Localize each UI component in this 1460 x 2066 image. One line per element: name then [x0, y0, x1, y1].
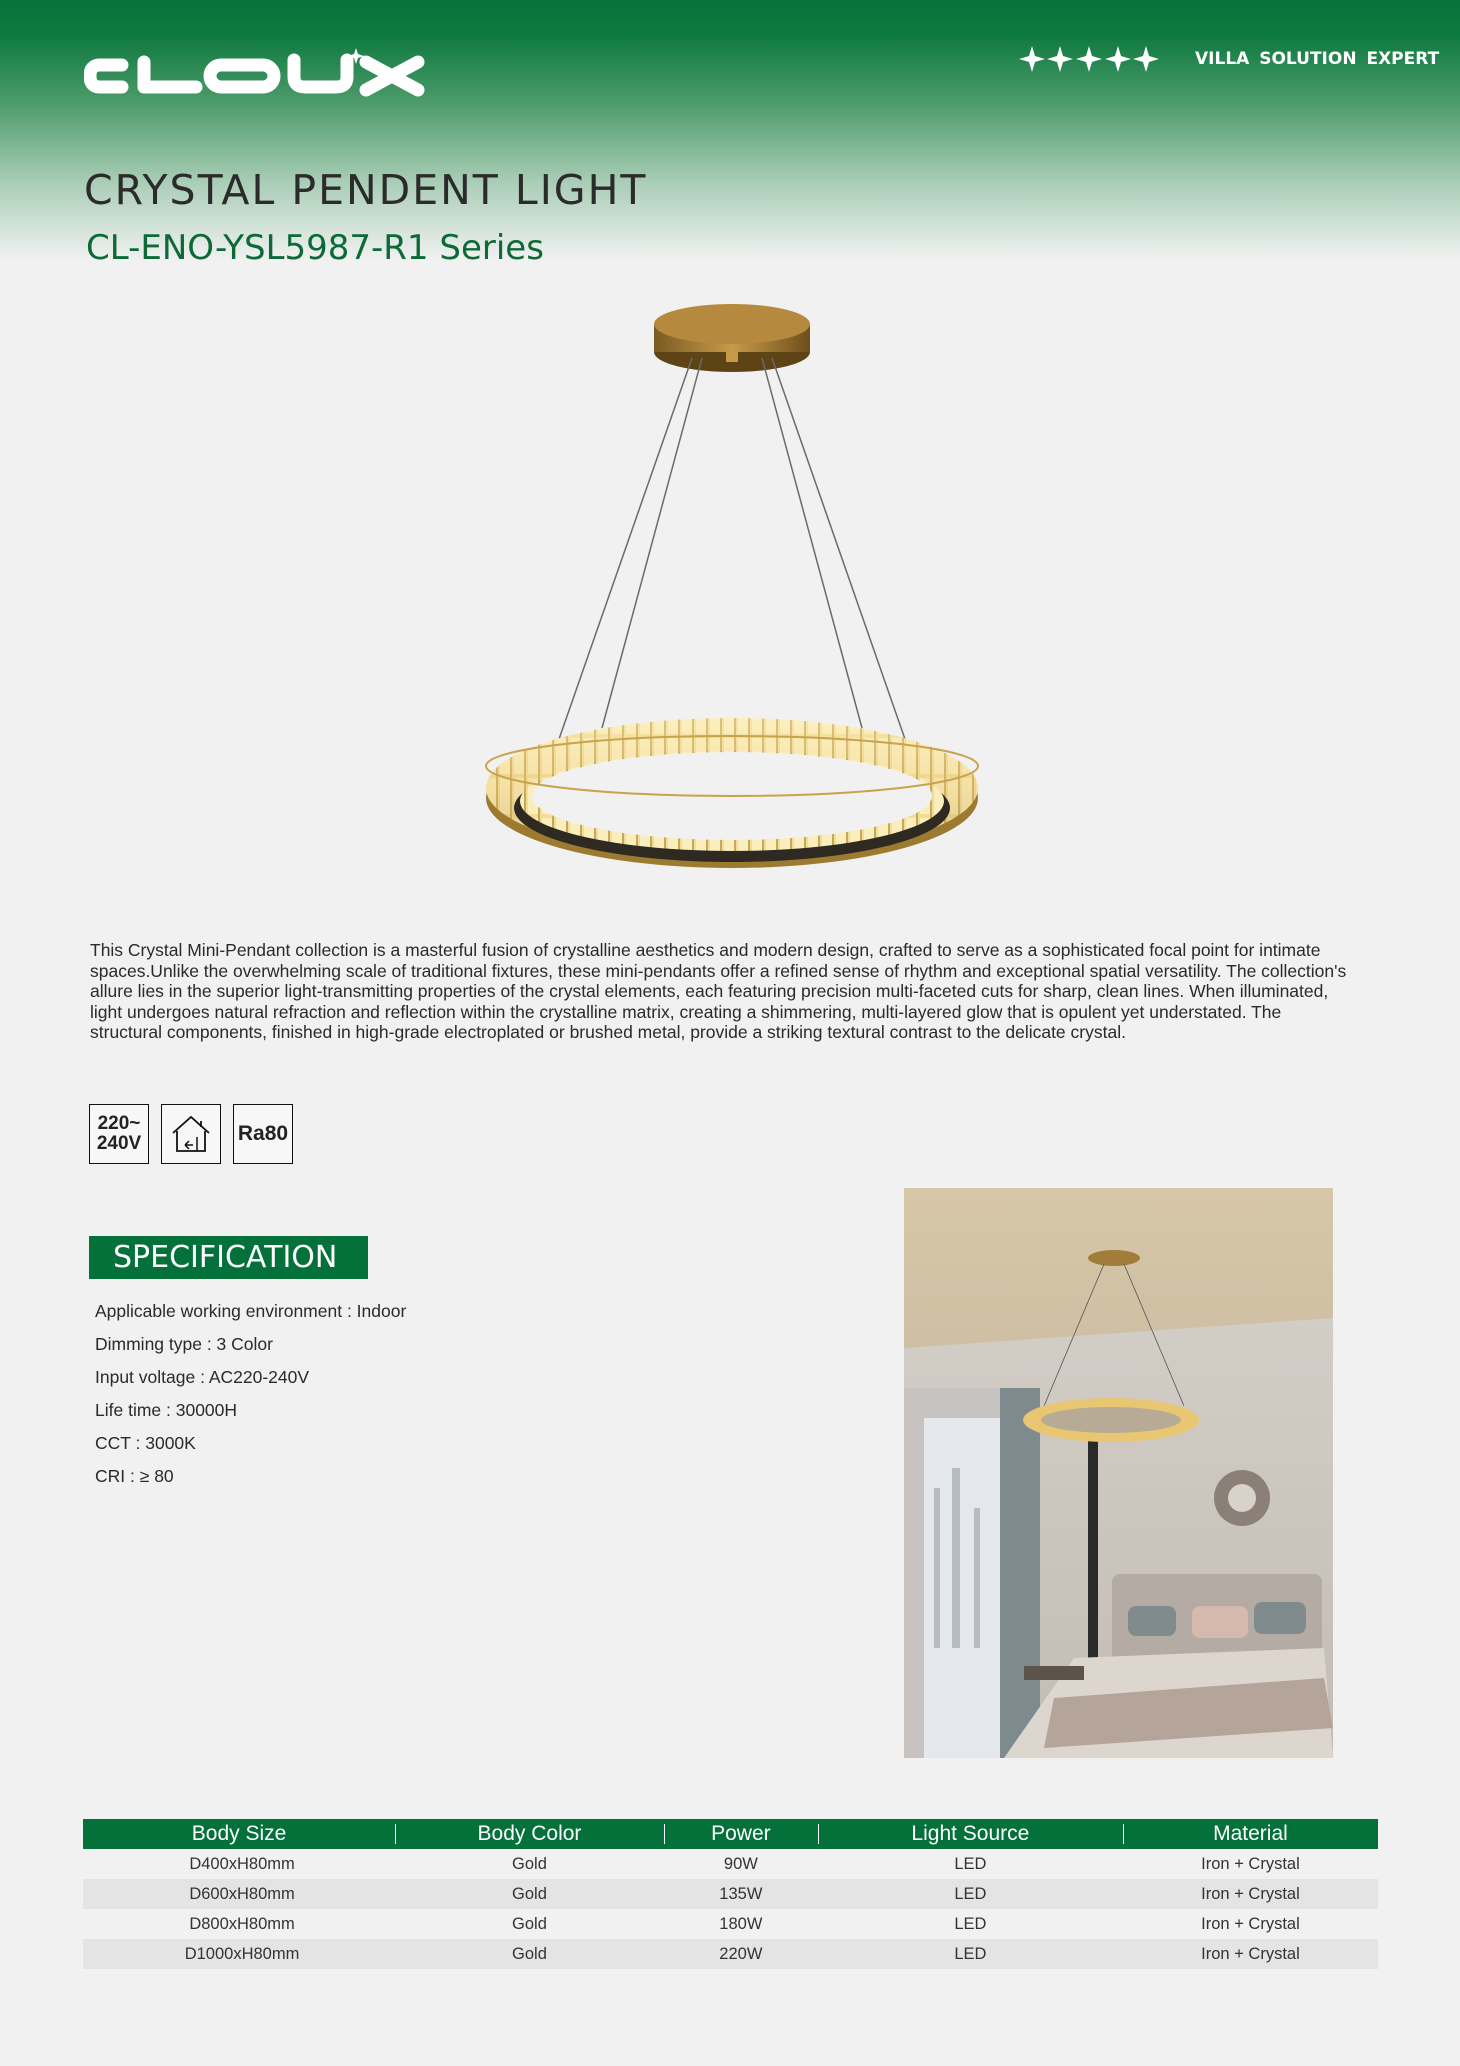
bedroom-photo	[904, 1188, 1333, 1758]
spec-item: CCT : 3000K	[95, 1433, 196, 1453]
product-description: This Crystal Mini-Pendant collection is a masterful fusion of crystalline aesthetics and modern design, crafted to serve as a sophisticated focal point for intimate spaces.Unlike the overwhelming scale of traditional fixtures, these mini-pendants offer a refined sense of rhythm and exceptional spatial versatility. The collection's allure lies in the superior light-transmitting properties of the crystal elements, each featuring precision multi-faceted cuts for sharp, clean lines. When illuminated, light undergoes natural refraction and reflection within the crystalline matrix, creating a shimmering, multi-layered glow that is opulent yet understated. The structural components, finished in high-grade electroplated or brushed metal, provide a striking textural contrast to the delicate crystal.	[90, 940, 1347, 1042]
cell-body-size: D1000xH80mm	[83, 1939, 395, 1969]
voltage-line2: 240V	[96, 1133, 142, 1154]
col-body-color: Body Color	[395, 1819, 664, 1849]
brand-tagline: VILLA SOLUTION EXPERT	[1195, 49, 1440, 69]
cri-icon	[233, 1104, 293, 1164]
cell-body-color: Gold	[395, 1939, 664, 1969]
rating-stars-icon	[1018, 42, 1160, 76]
cloux-logo	[84, 46, 436, 102]
feature-icons	[89, 1104, 293, 1164]
cell-light-source: LED	[818, 1879, 1123, 1909]
spec-item: Applicable working environment : Indoor	[95, 1301, 407, 1321]
table-row	[83, 1849, 1378, 1879]
cell-material: Iron + Crystal	[1201, 1854, 1300, 1873]
cell-material: Iron + Crystal	[1201, 1914, 1300, 1933]
cell-light-source: LED	[818, 1939, 1123, 1969]
specification-list	[95, 1301, 406, 1499]
spec-item: Dimming type : 3 Color	[95, 1334, 273, 1354]
voltage-icon	[89, 1104, 149, 1164]
cell-body-size: D600xH80mm	[83, 1879, 395, 1909]
cell-power: 90W	[723, 1854, 758, 1873]
voltage-line1: 220~	[97, 1113, 141, 1134]
cell-body-color: Gold	[512, 1914, 547, 1933]
table-row	[83, 1909, 1378, 1939]
header-gradient	[0, 0, 1460, 260]
cell-body-color: Gold	[512, 1854, 547, 1873]
cell-power: 180W	[719, 1914, 763, 1933]
cell-material: Iron + Crystal	[1123, 1879, 1378, 1909]
col-light-source: Light Source	[818, 1819, 1123, 1849]
table-header-row	[83, 1819, 1378, 1849]
table-row	[83, 1939, 1378, 1969]
cell-light-source: LED	[954, 1854, 987, 1873]
specification-heading: SPECIFICATION	[89, 1236, 368, 1279]
spec-item: CRI : ≥ 80	[95, 1466, 174, 1486]
cell-power: 135W	[664, 1879, 818, 1909]
indoor-icon	[161, 1104, 221, 1164]
cell-body-size: D800xH80mm	[189, 1914, 295, 1933]
product-title: CRYSTAL PENDENT LIGHT	[84, 166, 648, 214]
cell-material: Iron + Crystal	[1123, 1939, 1378, 1969]
cell-body-color: Gold	[395, 1879, 664, 1909]
cri-label: Ra80	[237, 1122, 289, 1145]
col-material: Material	[1123, 1819, 1378, 1849]
col-body-size: Body Size	[83, 1819, 395, 1849]
size-table	[83, 1819, 1378, 1969]
product-series: CL-ENO-YSL5987-R1 Series	[86, 228, 544, 268]
table-row	[83, 1879, 1378, 1909]
pendant-light-image	[470, 296, 990, 886]
cell-power: 220W	[664, 1939, 818, 1969]
cell-body-size: D400xH80mm	[189, 1854, 295, 1873]
cell-light-source: LED	[954, 1914, 987, 1933]
spec-item: Input voltage : AC220-240V	[95, 1367, 310, 1387]
col-power: Power	[664, 1819, 818, 1849]
spec-item: Life time : 30000H	[95, 1400, 238, 1420]
